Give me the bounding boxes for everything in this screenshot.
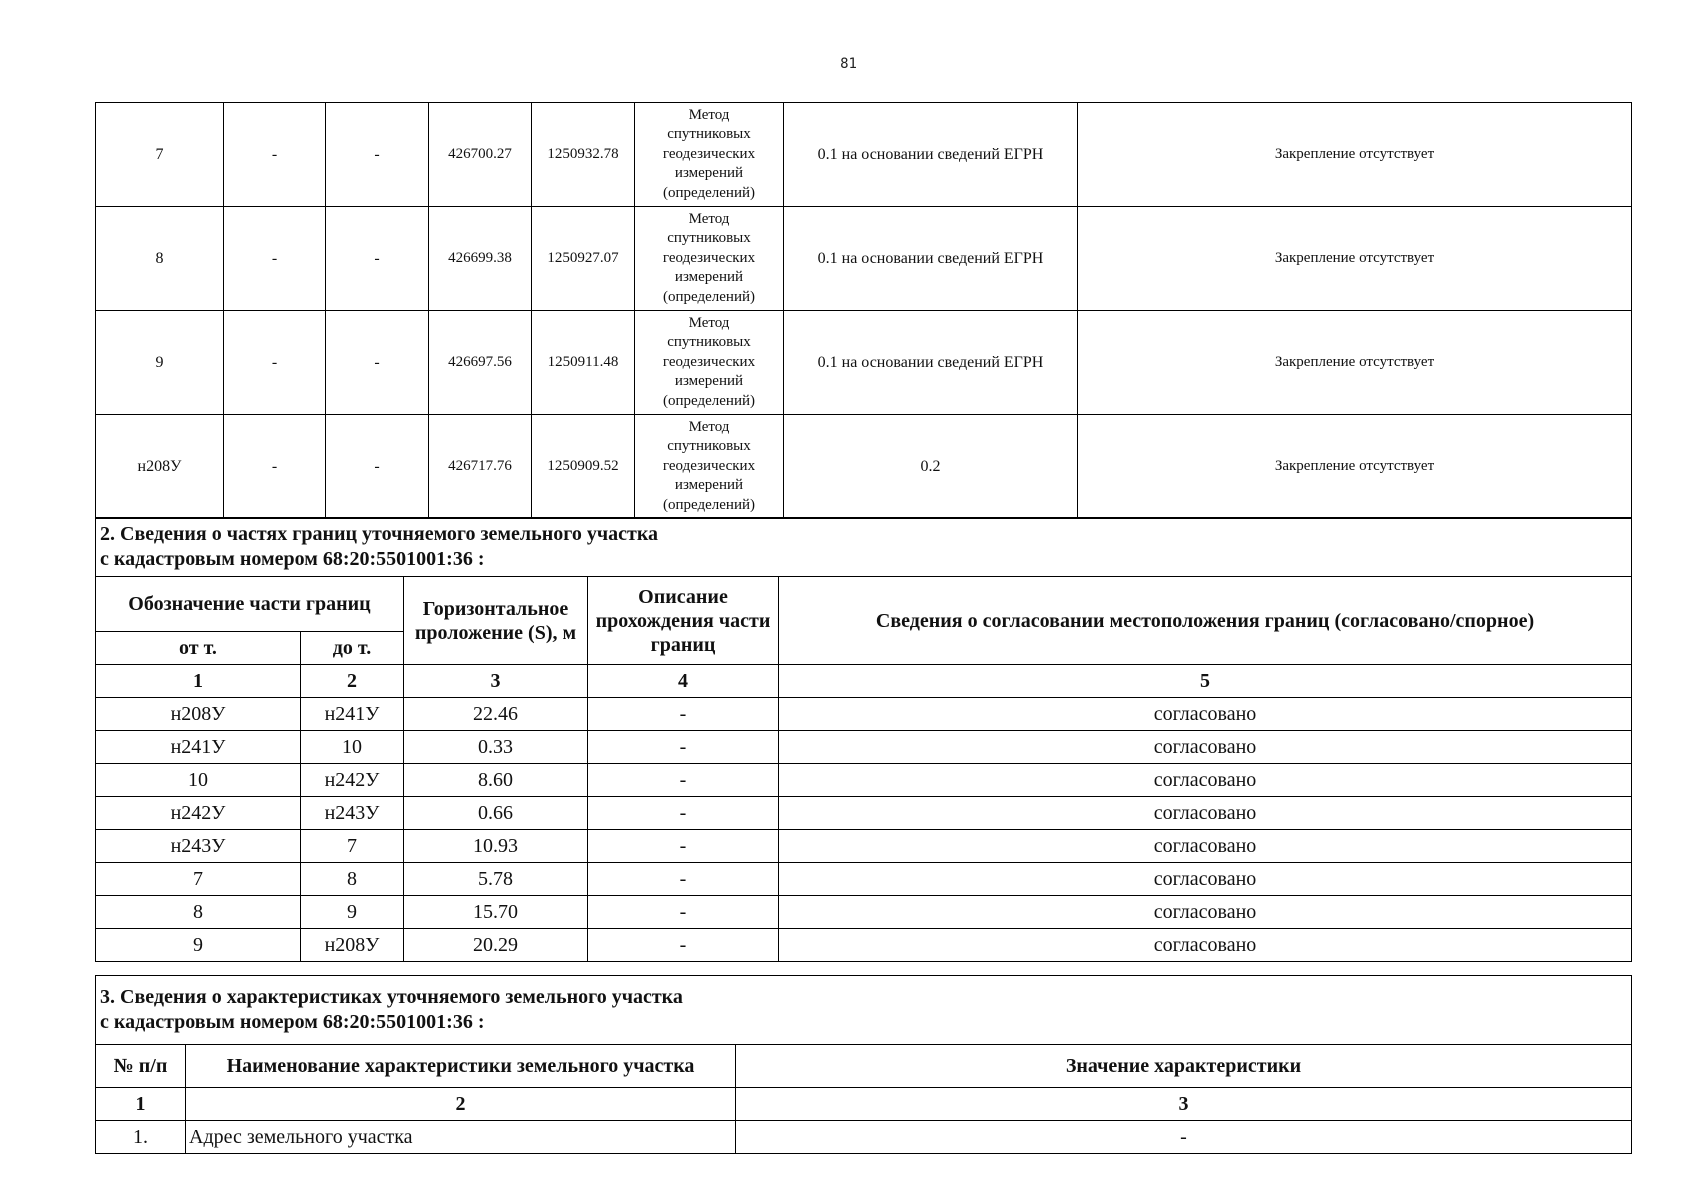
description: - (588, 764, 779, 797)
section-3-title-line1: 3. Сведения о характеристиках уточняемого земельного участка (100, 986, 683, 1008)
page-number: 81 (840, 56, 857, 72)
characteristic-name: Адрес земельного участка (186, 1121, 736, 1154)
column-number: 2 (301, 665, 404, 698)
to-point: 7 (301, 830, 404, 863)
method-line: измерений (674, 477, 744, 494)
old-y: - (326, 415, 429, 519)
method-line: Метод (688, 106, 730, 123)
coord-y: 1250909.52 (532, 415, 635, 519)
section-3-title (96, 976, 1632, 1045)
from-point: н242У (96, 797, 301, 830)
table-row (96, 731, 1632, 764)
distance: 15.70 (404, 896, 588, 929)
agreement-status: согласовано (779, 797, 1632, 830)
to-point: 8 (301, 863, 404, 896)
description: - (588, 797, 779, 830)
from-point: 9 (96, 929, 301, 962)
old-x: - (224, 103, 326, 207)
fixing: Закрепление отсутствует (1078, 415, 1632, 519)
column-number: 2 (186, 1088, 736, 1121)
coord-y: 1250932.78 (532, 103, 635, 207)
column-number: 1 (96, 1088, 186, 1121)
to-point: н242У (301, 764, 404, 797)
method-line: измерений (674, 165, 744, 182)
table-row (96, 311, 1632, 415)
method-line: спутниковых (667, 438, 751, 455)
coord-y: 1250911.48 (532, 311, 635, 415)
old-y: - (326, 311, 429, 415)
method-line: спутниковых (667, 230, 751, 247)
method-line: (определений) (663, 496, 755, 513)
table-row (96, 830, 1632, 863)
column-number: 3 (404, 665, 588, 698)
table-row (96, 896, 1632, 929)
table-row (96, 207, 1632, 311)
point-id: 7 (96, 103, 224, 207)
point-id: н208У (96, 415, 224, 519)
agreement-status: согласовано (779, 764, 1632, 797)
column-number: 3 (736, 1088, 1632, 1121)
header-value: Значение характеристики (736, 1045, 1632, 1088)
table-row (96, 929, 1632, 962)
section-2-title (96, 518, 1632, 577)
to-point: н243У (301, 797, 404, 830)
agreement-status: согласовано (779, 731, 1632, 764)
method (635, 311, 784, 415)
coord-x: 426717.76 (429, 415, 532, 519)
to-point: н241У (301, 698, 404, 731)
description: - (588, 731, 779, 764)
header-from: от т. (96, 632, 301, 665)
coord-x: 426700.27 (429, 103, 532, 207)
description: - (588, 929, 779, 962)
characteristics-table (95, 975, 1632, 1154)
accuracy: 0.1 на основании сведений ЕГРН (784, 207, 1078, 311)
from-point: 7 (96, 863, 301, 896)
distance: 0.33 (404, 731, 588, 764)
table-row (96, 1121, 1632, 1154)
method-line: (определений) (663, 392, 755, 409)
method-line: спутниковых (667, 334, 751, 351)
table-row (96, 103, 1632, 207)
method-line: геодезических (662, 353, 756, 370)
column-number: 1 (96, 665, 301, 698)
agreement-status: согласовано (779, 863, 1632, 896)
to-point: н208У (301, 929, 404, 962)
fixing: Закрепление отсутствует (1078, 311, 1632, 415)
coord-x: 426697.56 (429, 311, 532, 415)
accuracy: 0.1 на основании сведений ЕГРН (784, 311, 1078, 415)
points-table (95, 102, 1632, 519)
accuracy: 0.1 на основании сведений ЕГРН (784, 103, 1078, 207)
distance: 22.46 (404, 698, 588, 731)
description: - (588, 830, 779, 863)
method-line: геодезических (662, 249, 756, 266)
agreement-status: согласовано (779, 830, 1632, 863)
description: - (588, 698, 779, 731)
from-point: 8 (96, 896, 301, 929)
distance: 8.60 (404, 764, 588, 797)
method-line: спутниковых (667, 126, 751, 143)
method-line: Метод (688, 314, 730, 331)
old-x: - (224, 415, 326, 519)
table-row (96, 863, 1632, 896)
header-name: Наименование характеристики земельного участка (186, 1045, 736, 1088)
method-line: измерений (674, 269, 744, 286)
boundary-parts-table (95, 517, 1632, 962)
table-row (96, 415, 1632, 519)
to-point: 10 (301, 731, 404, 764)
method-line: геодезических (662, 145, 756, 162)
header-agreement: Сведения о согласовании местоположения границ (согласовано/спорное) (779, 577, 1632, 665)
method-line: (определений) (663, 184, 755, 201)
table-row (96, 764, 1632, 797)
table-row (96, 797, 1632, 830)
characteristic-value: - (736, 1121, 1632, 1154)
row-number: 1. (96, 1121, 186, 1154)
point-id: 8 (96, 207, 224, 311)
method (635, 103, 784, 207)
to-point: 9 (301, 896, 404, 929)
method-line: Метод (688, 210, 730, 227)
from-point: н241У (96, 731, 301, 764)
from-point: н243У (96, 830, 301, 863)
from-point: 10 (96, 764, 301, 797)
coord-y: 1250927.07 (532, 207, 635, 311)
distance: 20.29 (404, 929, 588, 962)
method-line: измерений (674, 373, 744, 390)
header-distance: Горизонтальное проложение (S), м (404, 577, 588, 665)
distance: 0.66 (404, 797, 588, 830)
old-y: - (326, 207, 429, 311)
fixing: Закрепление отсутствует (1078, 103, 1632, 207)
method-line: Метод (688, 418, 730, 435)
point-id: 9 (96, 311, 224, 415)
table-row (96, 698, 1632, 731)
agreement-status: согласовано (779, 698, 1632, 731)
section-2-title-line1: 2. Сведения о частях границ уточняемого земельного участка (100, 523, 659, 545)
old-y: - (326, 103, 429, 207)
header-boundary-part: Обозначение части границ (96, 577, 404, 632)
coord-x: 426699.38 (429, 207, 532, 311)
header-to: до т. (301, 632, 404, 665)
old-x: - (224, 311, 326, 415)
old-x: - (224, 207, 326, 311)
accuracy: 0.2 (784, 415, 1078, 519)
fixing: Закрепление отсутствует (1078, 207, 1632, 311)
method-line: (определений) (663, 288, 755, 305)
from-point: н208У (96, 698, 301, 731)
header-num: № п/п (96, 1045, 186, 1088)
section-3-title-line2: с кадастровым номером 68:20:5501001:36 : (100, 1011, 485, 1033)
method (635, 207, 784, 311)
header-description: Описание прохождения части границ (588, 577, 779, 665)
distance: 5.78 (404, 863, 588, 896)
method-line: геодезических (662, 457, 756, 474)
description: - (588, 863, 779, 896)
agreement-status: согласовано (779, 896, 1632, 929)
column-number: 5 (779, 665, 1632, 698)
description: - (588, 896, 779, 929)
distance: 10.93 (404, 830, 588, 863)
section-2-title-line2: с кадастровым номером 68:20:5501001:36 : (100, 548, 485, 570)
method (635, 415, 784, 519)
agreement-status: согласовано (779, 929, 1632, 962)
column-number: 4 (588, 665, 779, 698)
